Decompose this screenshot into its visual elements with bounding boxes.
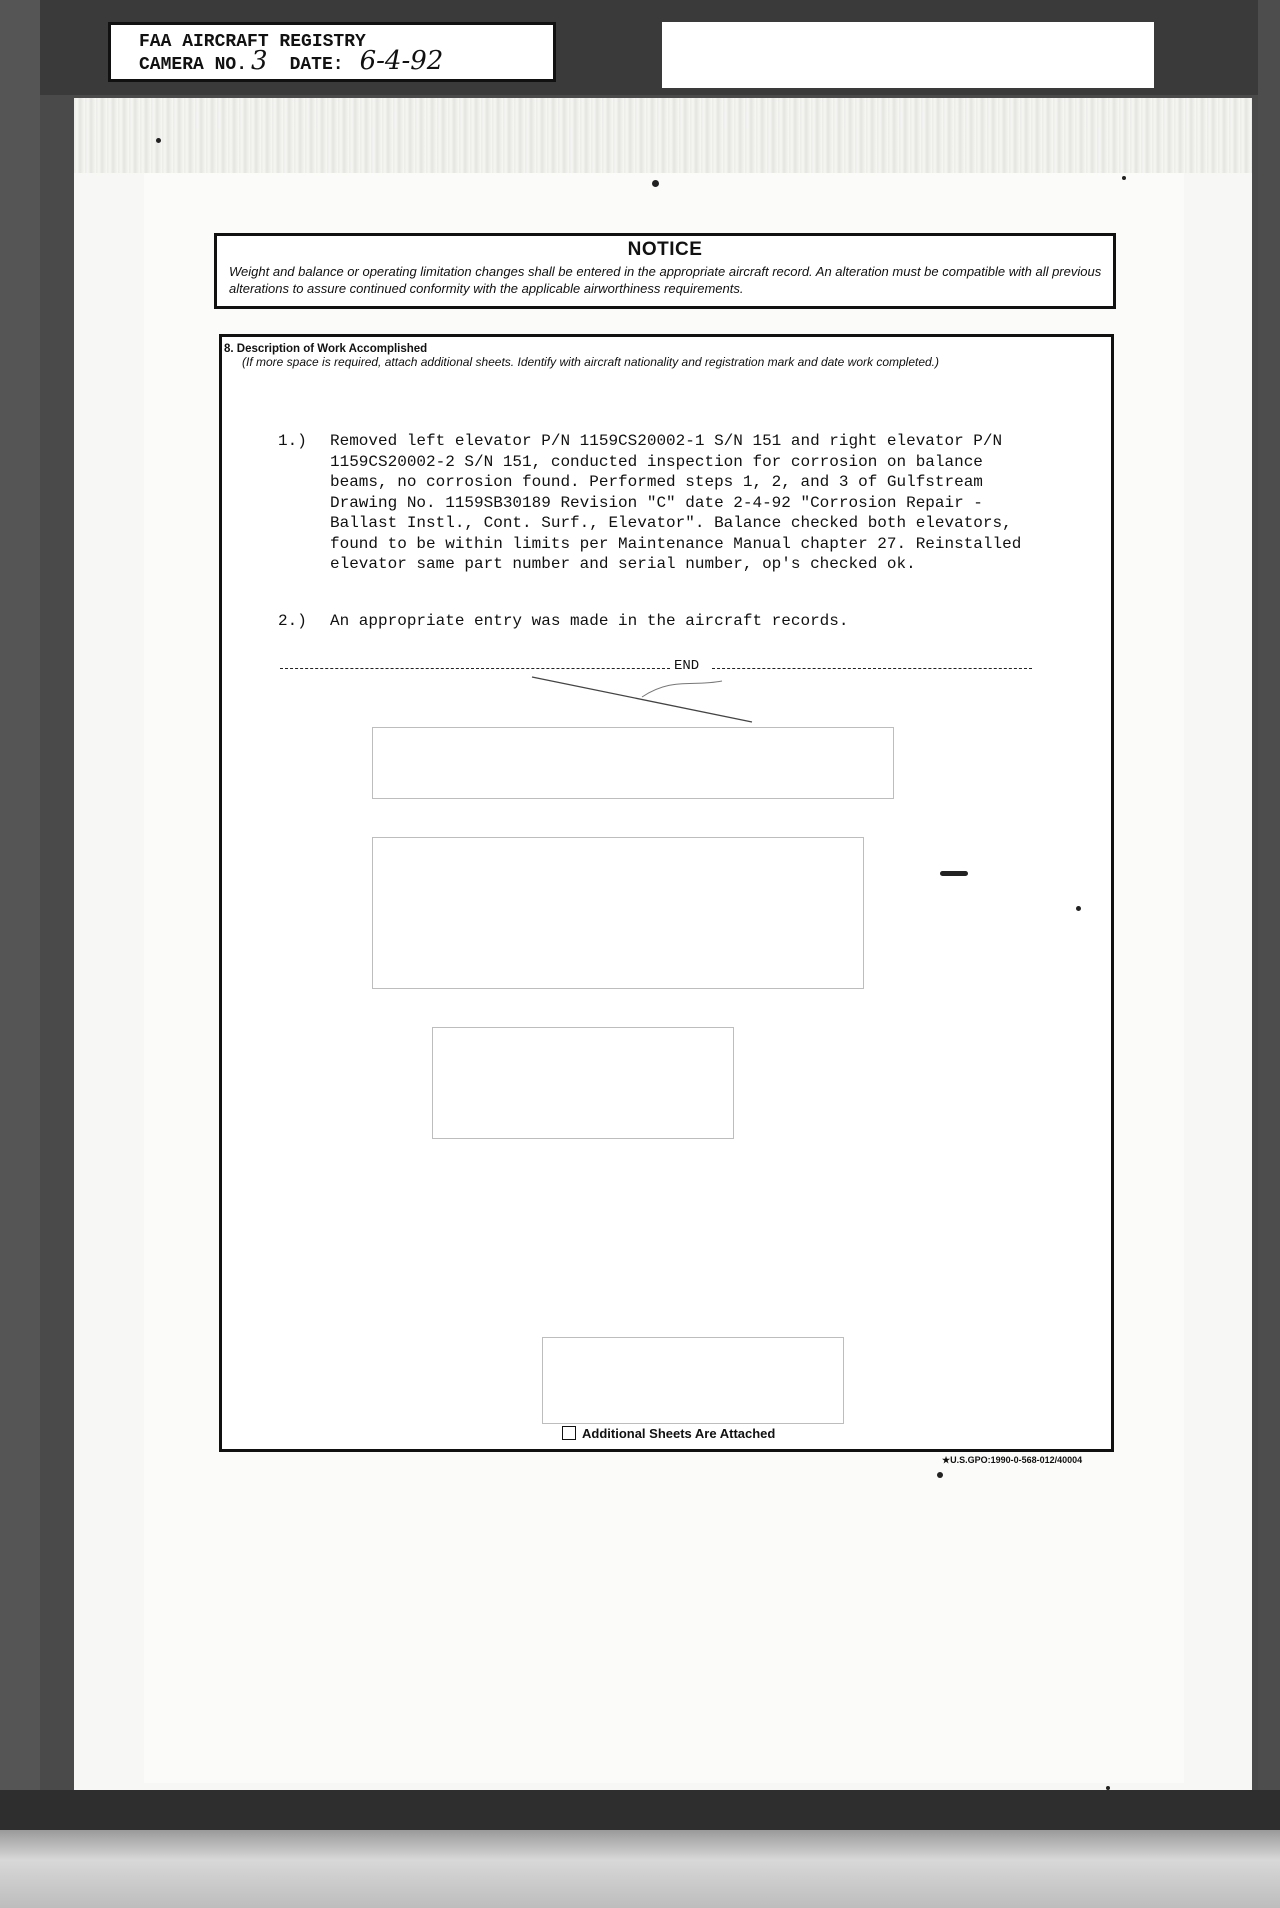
entry-number: 2.): [278, 612, 307, 630]
additional-sheets-label: Additional Sheets Are Attached: [582, 1426, 776, 1441]
date-label: DATE:: [289, 55, 344, 75]
notice-text: Weight and balance or operating limitation changes shall be entered in the appropriate aircraft record. An alteration must be compatible with all previous alterations to assure continued conformity with the applicable airworthiness requirements.: [229, 264, 1102, 296]
camera-number: 3: [251, 46, 268, 76]
scan-frame-right: [1258, 0, 1280, 1908]
entry-number: 1.): [278, 432, 307, 450]
description-heading: 8. Description of Work Accomplished: [224, 343, 428, 355]
registry-title: FAA AIRCRAFT REGISTRY: [139, 32, 366, 52]
description-instruction: (If more space is required, attach additional sheets. Identify with aircraft nationality and registration mark and date work completed.): [242, 355, 940, 369]
notice-box: [214, 233, 1116, 309]
bleed-through-box: [372, 837, 864, 989]
blank-label-area: [662, 22, 1154, 88]
scan-speck: [937, 1472, 943, 1478]
signature-stroke: [522, 667, 762, 727]
camera-date-line: [139, 46, 553, 76]
entry-text: Removed left elevator P/N 1159CS20002-1 S/N 151 and right elevator P/N 1159CS20002-2 S/N 151, conducted inspection for corrosion on balance beams, no corrosion found. Performed steps 1, 2, and 3 of Gulfstream Drawing No. 1159SB30189 Revision "C" date 2-4-92 "Corrosion Repair - Ballast Instl., Cont. Surf., Elevator". Balance checked both elevators, found to be within limits per Maintenance Manual chapter 27. Reinstalled elevator same part number and serial number, op's checked ok.: [330, 432, 1022, 573]
additional-sheets-checkbox[interactable]: [562, 1426, 576, 1440]
scan-speck: [940, 871, 968, 876]
end-marker: END: [674, 658, 700, 674]
scan-speck: [1106, 1786, 1110, 1790]
bleed-through-box: [372, 727, 894, 799]
scan-speck: [652, 180, 659, 187]
bleed-through-box: [542, 1337, 844, 1424]
work-description-box: [219, 334, 1114, 1452]
registry-stamp: [108, 22, 556, 82]
scan-frame-left: [0, 0, 40, 1908]
bleed-through-box: [432, 1027, 734, 1139]
entry-text: An appropriate entry was made in the aircraft records.: [330, 612, 849, 630]
scan-speck: [156, 138, 161, 143]
scan-speck: [1076, 906, 1081, 911]
notice-title: NOTICE: [627, 239, 703, 260]
print-code: ★U.S.GPO:1990-0-568-012/40004: [942, 1455, 1083, 1465]
additional-sheets-checkbox-row[interactable]: [562, 1426, 775, 1441]
camera-label: CAMERA NO.: [139, 55, 248, 75]
scan-frame-bottom: [0, 1790, 1280, 1908]
date-value: 6-4-92: [359, 46, 444, 76]
scan-speck: [1122, 176, 1126, 180]
